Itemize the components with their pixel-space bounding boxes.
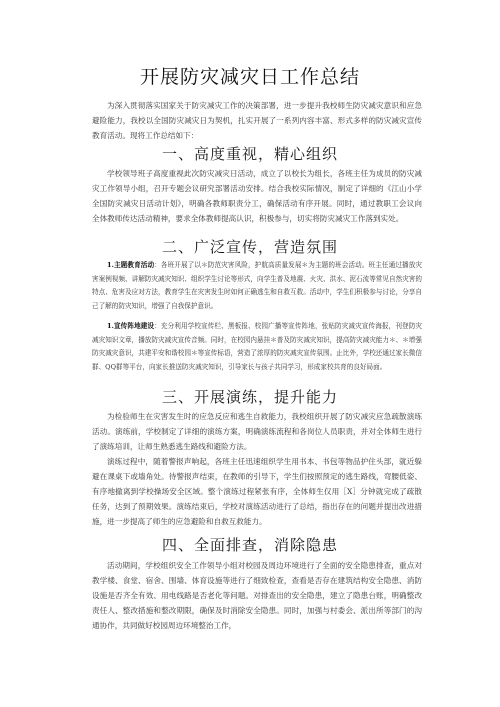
- section-heading-4: 四、全面排查，消除隐患: [161, 536, 338, 554]
- section-2-item-2: [92, 320, 422, 374]
- section-2-item-1: [92, 259, 422, 313]
- section-4-paragraph: 活动期间，学校组织安全工作领导小组对校园及周边环境进行了全面的安全隐患排查，重点对教学楼、食堂、宿舍、围墙、体育设施等进行了细致检查，查看是否存在建筑结构安全隐患、消防设施是否齐全有效、用电线路是否老化等问题。对排查出的安全隐患，建立了隐患台账，明确整改责任人、整改措施和整改期限，确保及时消除安全隐患。同时，加强与村委会、派出所等部门的沟通协作，共同做好校园周边环境整治工作，: [92, 561, 422, 630]
- intro-paragraph: 为深入贯彻落实国家关于防灾减灾工作的决策部署，进一步提升我校师生防灾减灾意识和应急避险能力，我校以全国防灾减灾日为契机，扎实开展了一系列内容丰富、形式多样的防灾减灾宣传教育活动。现将工作总结如下：: [92, 101, 422, 140]
- section-3-paragraph-2: 演练过程中，随着警报声响起，各班主任迅速组织学生用书本、书包等物品护住头部，就近躲避在课桌下或墙角处。待警报声结束，在教师的引导下，学生们按照预定的逃生路线，弯腰低姿、有序地撤离到学校操场安全区域。整个演练过程紧张有序，全体师生仅用［X］分钟就完成了疏散任务，达到了预期效果。演练结束后，学校对演练活动进行了总结，指出存在的问题并提出改进措施，进一步提高了师生的应急避险和自救互救能力。: [92, 457, 422, 526]
- item-1-text: ：各班开展了以＊防范灾害风险，护航高质量发展＊为主题的班会活动。班主任通过播放灾害案例视频、讲解防灾减灾知识、组织学生讨论等形式，向学生普及地震、火灾、洪水、泥石流等常见自然灾害的特点、危害及应对方法，教育学生在灾害发生时如何正确逃生和自救互救。活动中，学生们积极参与讨论，分享自己了解的防灾知识，增强了自我保护意识。: [92, 261, 423, 310]
- item-2-text: ：充分利用学校宣传栏、黑板报、校园广播等宣传阵地，张贴防灾减灾宣传海报，刊登防灾减灾知识文章，播放防灾减灾宣传音频。同时，在校园内悬挂＊普及防灾减灾知识，提高防灾减灾能力＊、＊增强防灾减灾意识，共建平安和谐校园＊等宣传标语，营造了浓厚的防灾减灾宣传氛围。止比外，学校还通过家长微信群、QQ群等平台，向家长推送防灾减灾知识，引导家长与孩子共同学习，形成家校共育的良好局面。: [92, 322, 423, 371]
- section-1-paragraph: 学校领导班子高度重视此次防灾减灾日活动，成立了以校长为组长，各班主任为成员的防灾减灾工作领导小组，召开专题会议研究部署活动安排。结合我校实际情况，制定了详细的《江山小学全国防灾减灾日活动计划》，明确各教师职责分工，确保活动有序开展。同时，通过教职工会议向全体教师传达活动精神，要求全体教师提高认识，积极参与，切实将防灾减灾工作落到实处。: [92, 169, 422, 223]
- section-heading-1: 一、高度重视，精心组织: [161, 145, 338, 163]
- document-title: 开展防灾减灾日工作总结: [139, 66, 360, 88]
- section-3-paragraph-1: 为检验师生在灾害发生时的应急反应和逃生自救能力，我校组织开展了防灾减灾应急疏散演练活动。演练前，学校制定了详细的演练方案，明确演练流程和各岗位人员职责，并对全体师生进行了演练培训，让师生熟悉逃生路线和避险方法。: [92, 412, 422, 451]
- item-2-lead: 1.宣传阵地建设: [107, 322, 155, 330]
- section-heading-3: 三、开展演练，提升能力: [161, 388, 338, 406]
- section-heading-2: 二、广泛宣传，营造氛围: [161, 238, 338, 256]
- item-1-lead: 1.主题教育活动: [107, 261, 155, 269]
